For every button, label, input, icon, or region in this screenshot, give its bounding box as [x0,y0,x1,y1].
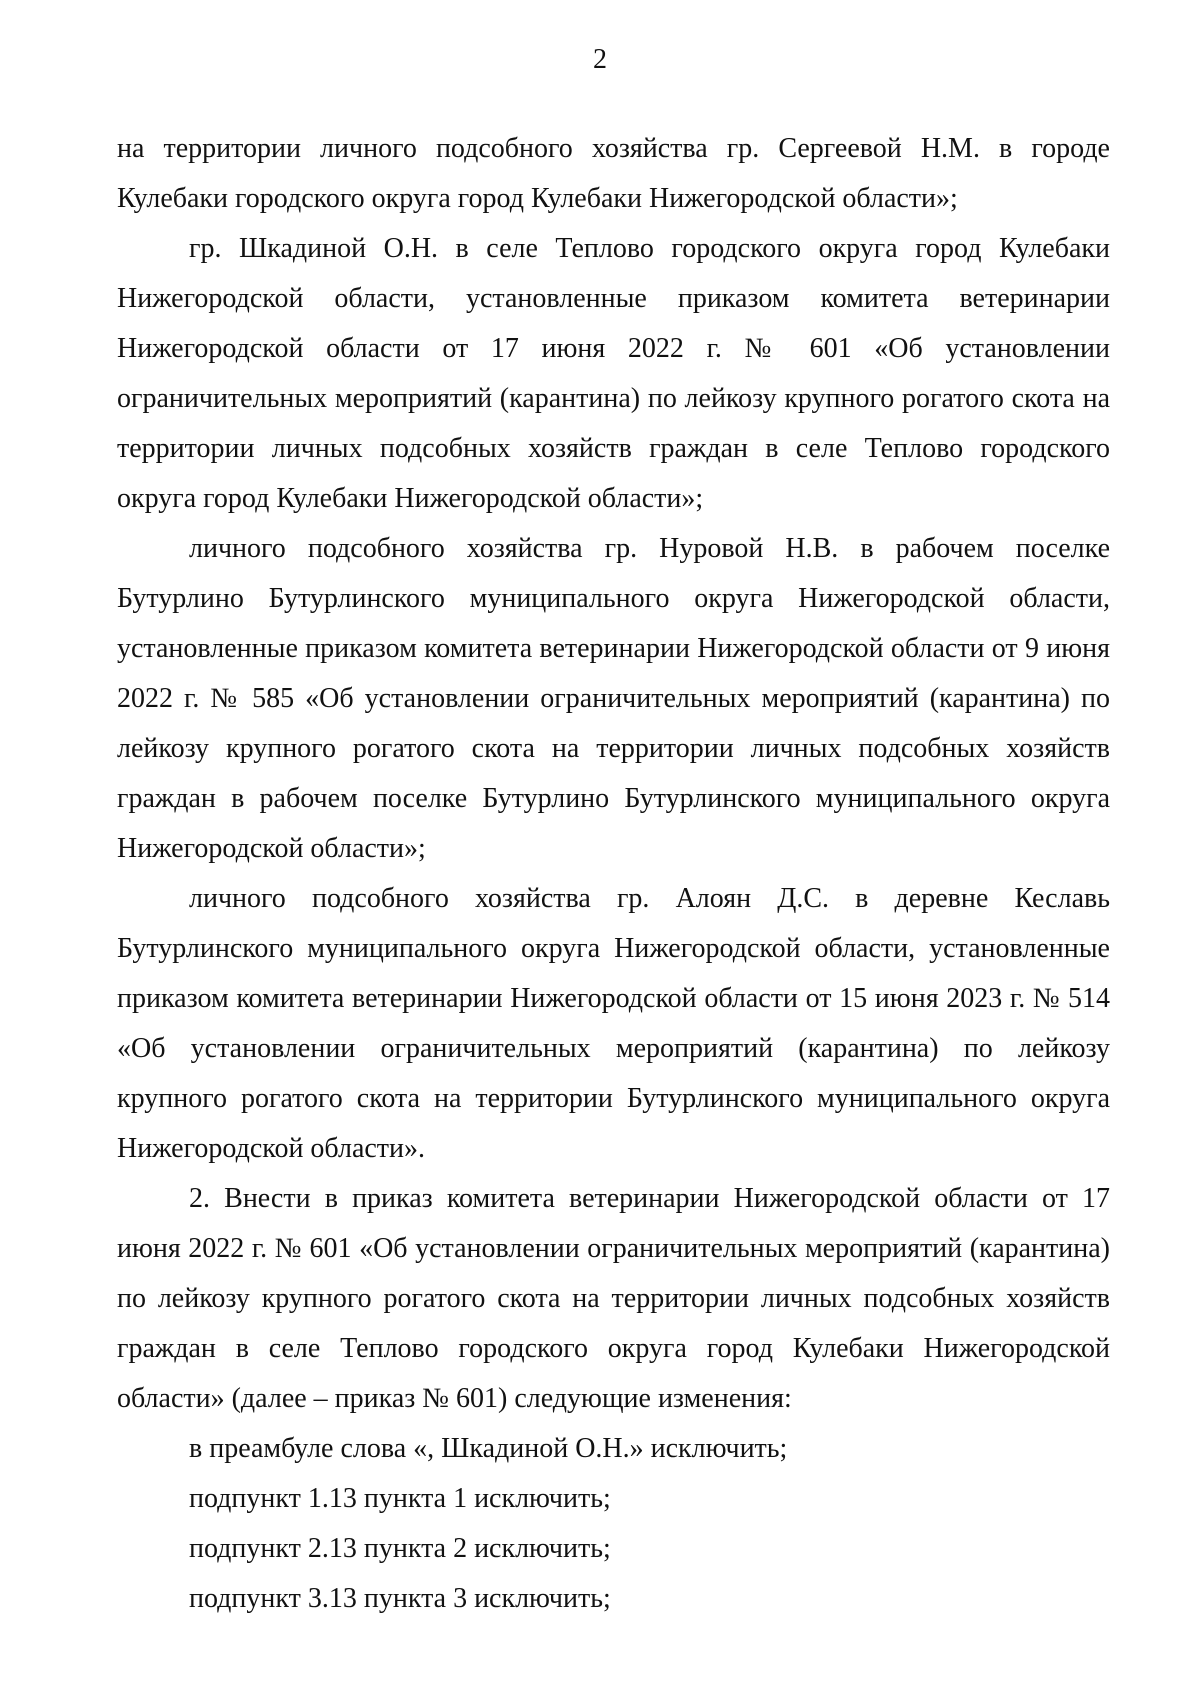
paragraph-continuation: на территории личного подсобного хозяйства гр. Сергеевой Н.М. в городе Кулебаки городского округа город Кулебаки Нижегородской области»; [117,133,1110,214]
paragraph-nurova: личного подсобного хозяйства гр. Нуровой Н.В. в рабочем поселке Бутурлино Бутурлинского муниципального округа Нижегородской области, установленные приказом комитета ветеринарии Нижегородской области от 9 июня 2022 г. № 585 «Об установлении ограничительных мероприятий (карантина) по лейкозу крупного рогатого скота на территории личных подсобных хозяйств граждан в рабочем поселке Бутурлино Бутурлинского муниципального округа Нижегородской области»; [117,533,1110,864]
paragraph-item-2: 2. Внести в приказ комитета ветеринарии Нижегородской области от 17 июня 2022 г. № 601 «Об установлении ограничительных мероприятий (карантина) по лейкозу крупного рогатого скота на территории личных подсобных хозяйств граждан в селе Теплово городского округа город Кулебаки Нижегородской области» (далее – приказ № 601) следующие изменения: [117,1183,1110,1414]
change-item-preamble: в преамбуле слова «, Шкадиной О.Н.» исключить; [189,1433,788,1464]
document-body [117,124,1110,1624]
change-item-3-13: подпункт 3.13 пункта 3 исключить; [189,1583,611,1614]
change-item-2-13: подпункт 2.13 пункта 2 исключить; [189,1533,611,1564]
paragraph-shkadina: гр. Шкадиной О.Н. в селе Теплово городского округа город Кулебаки Нижегородской области, установленные приказом комитета ветеринарии Нижегородской области от 17 июня 2022 г. № 601 «Об установлении ограничительных мероприятий (карантина) по лейкозу крупного рогатого скота на территории личных подсобных хозяйств граждан в селе Теплово городского округа город Кулебаки Нижегородской области»; [117,233,1110,514]
page-number: 2 [593,44,607,75]
change-item-1-13: подпункт 1.13 пункта 1 исключить; [189,1483,611,1514]
paragraph-aloyan: личного подсобного хозяйства гр. Алоян Д.С. в деревне Кеславь Бутурлинского муниципального округа Нижегородской области, установленные приказом комитета ветеринарии Нижегородской области от 15 июня 2023 г. № 514 «Об установлении ограничительных мероприятий (карантина) по лейкозу крупного рогатого скота на территории Бутурлинского муниципального округа Нижегородской области». [117,883,1110,1164]
